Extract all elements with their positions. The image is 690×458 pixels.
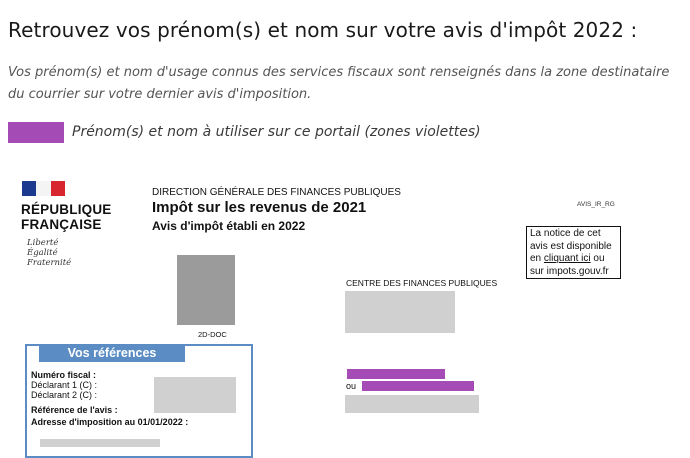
centre-finances-label: CENTRE DES FINANCES PUBLIQUES [346,278,498,288]
republique-francaise-logo: RÉPUBLIQUE FRANÇAISE [21,202,112,232]
2d-doc-barcode [177,255,235,325]
avis-date-line: Avis d'impôt établi en 2022 [152,219,306,233]
ou-label: ou [346,381,357,391]
numero-fiscal-label: Numéro fiscal : [31,370,97,380]
adresse-imposition-label: Adresse d'imposition au 01/01/2022 : [31,417,189,427]
redacted-address [40,439,160,447]
impot-title: Impôt sur les revenus de 2021 [152,199,367,216]
dgfip-header: DIRECTION GÉNÉRALE DES FINANCES PUBLIQUES [152,187,401,198]
declarant1-label: Déclarant 1 (C) : [31,380,98,390]
reference-avis-label: Référence de l'avis : [31,405,118,415]
2d-doc-label: 2D-DOC [198,330,227,339]
tax-notice-image [0,163,690,443]
legend-label: Prénom(s) et nom à utiliser sur ce portail (zones violettes) [72,124,481,140]
legend-purple-swatch [8,122,64,143]
page-title: Retrouvez vos prénom(s) et nom sur votre avis d'impôt 2022 : [8,18,638,42]
avis-code: AVIS_IR_RG [577,201,615,208]
legend [8,121,481,143]
declarant2-label: Déclarant 2 (C) : [31,390,98,400]
republic-motto: Liberté Égalité Fraternité [27,238,72,268]
page-subtitle: Vos prénom(s) et nom d'usage connus des services fiscaux sont renseignés dans la zone destinataire du courrier sur votre dernier avis d'imposition. [8,65,670,102]
redacted-recipient-address [345,395,479,413]
references-heading: Vos références [39,344,185,362]
purple-name-zone-2 [362,381,474,391]
purple-name-zone-1 [347,369,445,379]
redacted-references [154,377,236,413]
redacted-centre-address [345,291,455,333]
marianne-flag-icon [22,181,65,196]
notice-info-box: La notice de cet avis est disponible en cliquant ici ou sur impots.gouv.fr [526,226,621,279]
